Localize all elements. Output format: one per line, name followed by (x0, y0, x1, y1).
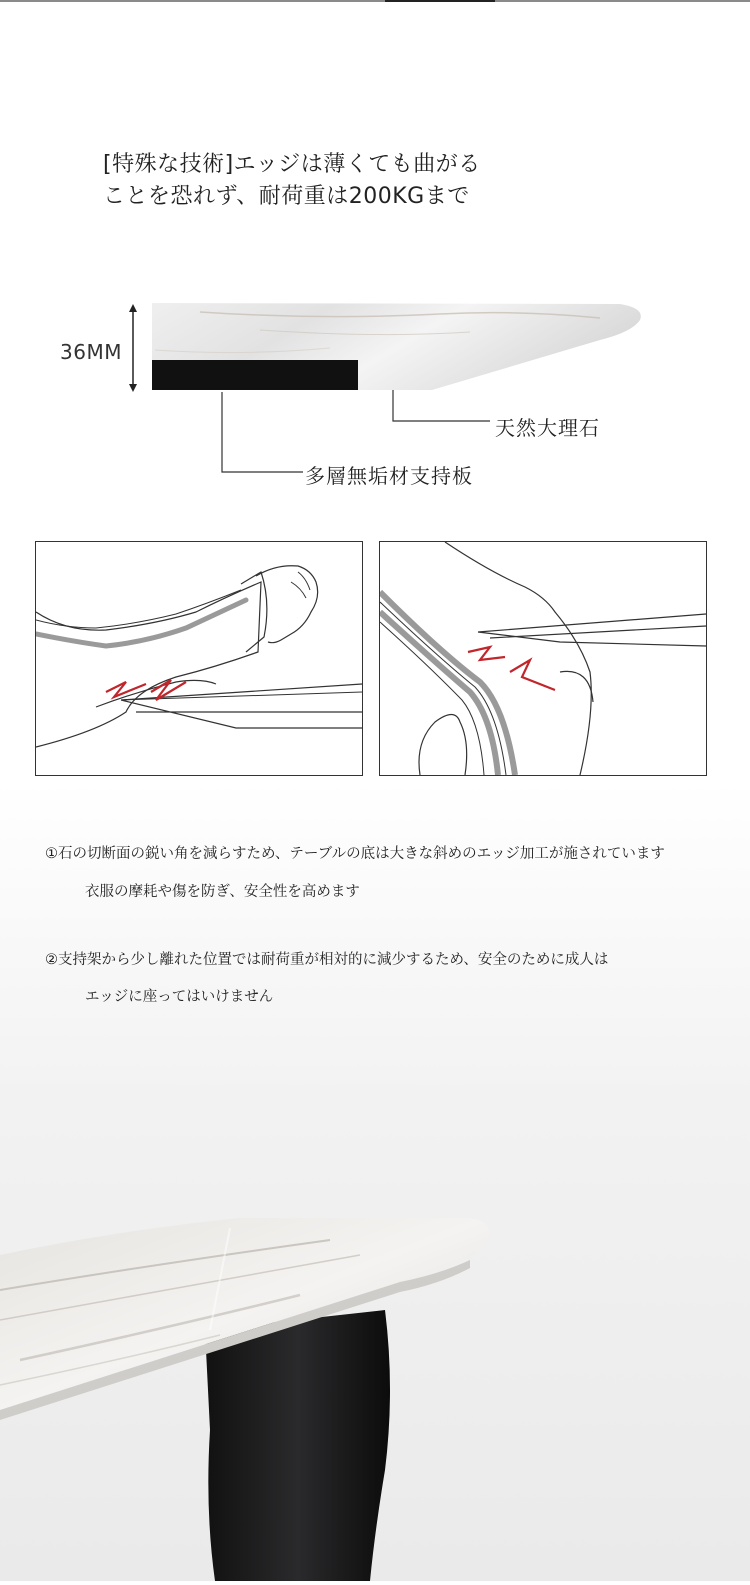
note-1-line-1: ①石の切断面の鋭い角を減らすため、テーブルの底は大きな斜めのエッジ加工が施されています (45, 846, 665, 862)
illustration-knee-on-edge (379, 541, 707, 776)
plywood-leader-line (222, 392, 303, 472)
illustration-arm-on-edge (35, 541, 363, 776)
table-leg (205, 1310, 390, 1581)
note-2-line-1: ②支持架から少し離れた位置では耐荷重が相対的に減少するため、安全のために成人は (45, 952, 609, 968)
thickness-dimension-arrow (129, 304, 137, 392)
thickness-label: 36MM (60, 340, 122, 364)
arm-edge-drawing (36, 542, 362, 775)
top-divider-accent (385, 0, 495, 2)
plywood-label: 多層無垢材支持板 (305, 464, 473, 488)
top-divider (0, 0, 750, 2)
marble-table-photo (0, 1210, 750, 1581)
edge-cross-section-diagram (0, 290, 750, 510)
note-2-line-2: エッジに座ってはいけません (85, 989, 274, 1005)
headline-line-1: [特殊な技術]エッジは薄くても曲がる (103, 152, 481, 177)
table-photo-drawing (0, 1210, 750, 1581)
marble-label: 天然大理石 (495, 416, 600, 440)
plywood-board (152, 360, 358, 390)
marble-leader-line (393, 390, 490, 421)
headline (103, 149, 573, 213)
headline-line-2: ことを恐れず、耐荷重は200KGまで (103, 184, 470, 209)
note-1-line-2: 衣服の摩耗や傷を防ぎ、安全性を高めます (85, 884, 360, 900)
knee-edge-drawing (380, 542, 706, 775)
